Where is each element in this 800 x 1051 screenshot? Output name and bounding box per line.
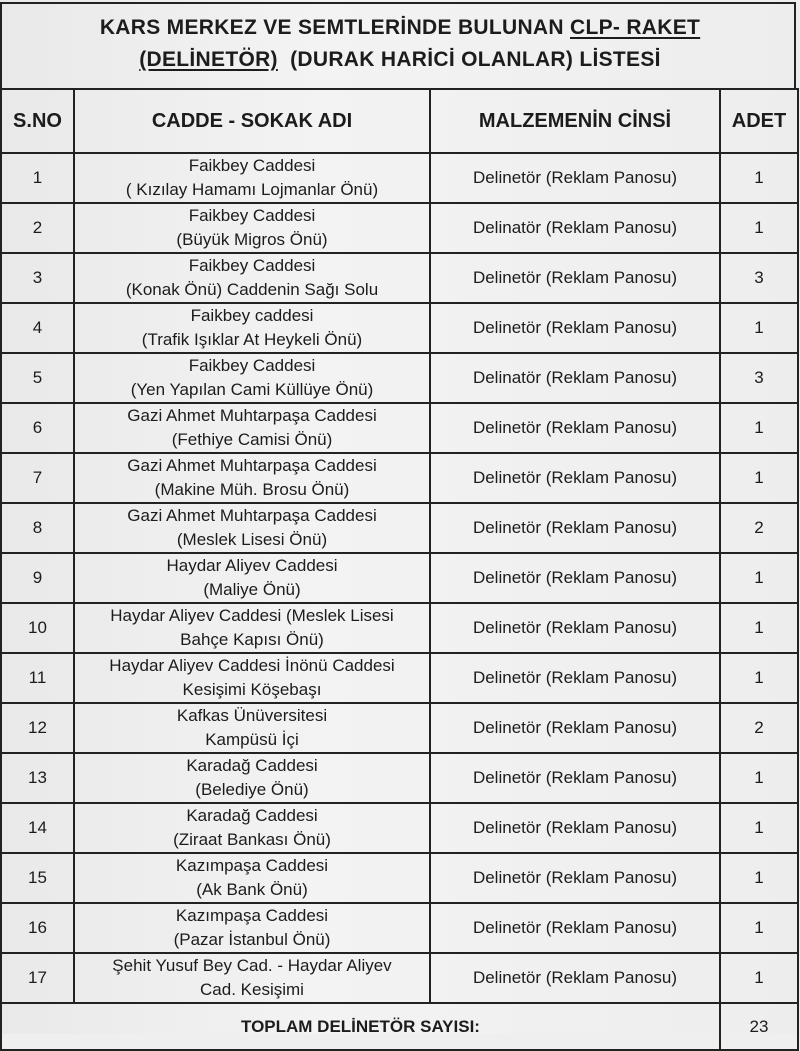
table-row [1,303,798,353]
row-street-location: (Fethiye Camisi Önü) [171,430,333,449]
table-row [1,703,798,753]
row-street-cell [74,503,430,553]
document-title-line-2 [2,48,798,72]
row-street-cell [74,603,430,653]
row-street-location: (Pazar İstanbul Önü) [173,930,331,949]
row-street-cell [74,803,430,853]
total-label: TOPLAM DELİNETÖR SAYISI: [1,1003,720,1050]
row-number: 11 [1,653,74,703]
row-number: 8 [1,503,74,553]
row-material: Delinetör (Reklam Panosu) [430,653,720,703]
header-street: CADDE - SOKAK ADI [74,89,430,153]
row-street-name: Karadağ Caddesi [186,756,318,775]
row-number: 17 [1,953,74,1003]
row-street-location: (Büyük Migros Önü) [176,230,328,249]
row-quantity: 1 [720,753,798,803]
table-row [1,753,798,803]
total-row [1,1003,798,1050]
row-quantity: 1 [720,453,798,503]
row-street-cell [74,953,430,1003]
row-street-name: Şehit Yusuf Bey Cad. - Haydar Aliyev [112,956,392,975]
table-row [1,803,798,853]
row-material: Delinetör (Reklam Panosu) [430,403,720,453]
row-street-name: Faikbey Caddesi [188,206,316,225]
row-street-cell [74,253,430,303]
title-underlined-delinetor: (DELİNETÖR) [139,48,278,71]
row-street-location: ( Kızılay Hamamı Lojmanlar Önü) [125,180,379,199]
row-street-name: Haydar Aliyev Caddesi [166,556,338,575]
row-number: 15 [1,853,74,903]
row-quantity: 1 [720,403,798,453]
row-number: 5 [1,353,74,403]
title-underlined-clp-raket: CLP- RAKET [570,16,701,39]
row-number: 3 [1,253,74,303]
row-quantity: 1 [720,603,798,653]
row-street-cell [74,303,430,353]
table-row [1,653,798,703]
row-material: Delinetör (Reklam Panosu) [430,603,720,653]
row-number: 16 [1,903,74,953]
row-street-name: Kazımpaşa Caddesi [175,906,329,925]
row-quantity: 1 [720,803,798,853]
row-street-cell [74,153,430,203]
row-quantity: 1 [720,203,798,253]
row-street-location: (Makine Müh. Brosu Önü) [154,480,350,499]
row-material: Delinetör (Reklam Panosu) [430,453,720,503]
table-row [1,853,798,903]
row-street-name: Faikbey caddesi [190,306,314,325]
table-row [1,403,798,453]
row-street-location: (Yen Yapılan Cami Küllüye Önü) [130,380,374,399]
row-quantity: 1 [720,153,798,203]
row-street-cell [74,203,430,253]
row-street-cell [74,353,430,403]
row-quantity: 2 [720,703,798,753]
row-quantity: 3 [720,353,798,403]
row-street-cell [74,653,430,703]
row-quantity: 1 [720,953,798,1003]
row-street-location: (Meslek Lisesi Önü) [176,530,328,549]
row-number: 2 [1,203,74,253]
row-material: Delinetör (Reklam Panosu) [430,253,720,303]
table-row [1,203,798,253]
row-street-name: Gazi Ahmet Muhtarpaşa Caddesi [127,456,377,475]
row-street-location: (Ak Bank Önü) [196,880,308,899]
header-material: MALZEMENİN CİNSİ [430,89,720,153]
row-material: Delinetör (Reklam Panosu) [430,503,720,553]
row-number: 12 [1,703,74,753]
row-street-location: (Maliye Önü) [203,580,301,599]
row-material: Delinetör (Reklam Panosu) [430,553,720,603]
row-quantity: 3 [720,253,798,303]
table-row [1,253,798,303]
row-street-name: Faikbey Caddesi [188,156,316,175]
row-street-name: Gazi Ahmet Muhtarpaşa Caddesi [127,406,377,425]
row-material: Delinatör (Reklam Panosu) [430,203,720,253]
title-prefix: KARS MERKEZ VE SEMTLERİNDE BULUNAN [99,16,570,39]
table-row [1,503,798,553]
row-quantity: 1 [720,903,798,953]
row-street-cell [74,853,430,903]
row-number: 7 [1,453,74,503]
row-street-name: Kazımpaşa Caddesi [175,856,329,875]
row-quantity: 2 [720,503,798,553]
row-street-name: Karadağ Caddesi [186,806,318,825]
row-number: 13 [1,753,74,803]
row-street-name: Kafkas Ünüversitesi [176,706,328,725]
row-number: 10 [1,603,74,653]
row-street-location: (Konak Önü) Caddenin Sağı Solu [125,280,379,299]
row-number: 1 [1,153,74,203]
table-row [1,953,798,1003]
row-street-name: Haydar Aliyev Caddesi (Meslek Lisesi [110,606,394,625]
title-suffix: (DURAK HARİCİ OLANLAR) LİSTESİ [277,48,661,71]
row-street-location: Kesişimi Köşebaşı [182,680,322,699]
table-row [1,903,798,953]
row-street-location: Cad. Kesişimi [200,980,304,999]
row-street-cell [74,903,430,953]
row-street-location: Kampüsü İçi [205,730,299,749]
row-street-name: Faikbey Caddesi [188,256,316,275]
row-material: Delinetör (Reklam Panosu) [430,753,720,803]
row-street-cell [74,703,430,753]
row-number: 4 [1,303,74,353]
row-material: Delinetör (Reklam Panosu) [430,153,720,203]
row-material: Delinetör (Reklam Panosu) [430,303,720,353]
row-number: 6 [1,403,74,453]
row-street-cell [74,753,430,803]
header-qty: ADET [720,89,798,153]
table-row [1,153,798,203]
row-street-location: (Belediye Önü) [195,780,309,799]
row-street-name: Faikbey Caddesi [188,356,316,375]
row-street-name: Haydar Aliyev Caddesi İnönü Caddesi [109,656,395,675]
document-title-line-1 [2,16,798,40]
document-title-box [0,2,796,88]
row-material: Delinetör (Reklam Panosu) [430,953,720,1003]
table-row [1,603,798,653]
row-number: 9 [1,553,74,603]
row-number: 14 [1,803,74,853]
row-material: Delinetör (Reklam Panosu) [430,703,720,753]
total-value: 23 [720,1003,798,1050]
delineator-list-table [0,88,799,1051]
table-row [1,553,798,603]
table-header-row [1,89,798,153]
row-material: Delinetör (Reklam Panosu) [430,803,720,853]
row-street-cell [74,553,430,603]
header-sno: S.NO [1,89,74,153]
table-body [1,153,798,1003]
row-street-location: Bahçe Kapısı Önü) [180,630,324,649]
row-street-location: (Trafik Işıklar At Heykeli Önü) [141,330,363,349]
row-street-name: Gazi Ahmet Muhtarpaşa Caddesi [127,506,377,525]
row-street-cell [74,453,430,503]
table-row [1,353,798,403]
row-material: Delinatör (Reklam Panosu) [430,353,720,403]
table-row [1,453,798,503]
row-material: Delinetör (Reklam Panosu) [430,853,720,903]
row-street-cell [74,403,430,453]
row-quantity: 1 [720,653,798,703]
row-street-location: (Ziraat Bankası Önü) [173,830,331,849]
row-quantity: 1 [720,853,798,903]
row-material: Delinetör (Reklam Panosu) [430,903,720,953]
row-quantity: 1 [720,553,798,603]
row-quantity: 1 [720,303,798,353]
